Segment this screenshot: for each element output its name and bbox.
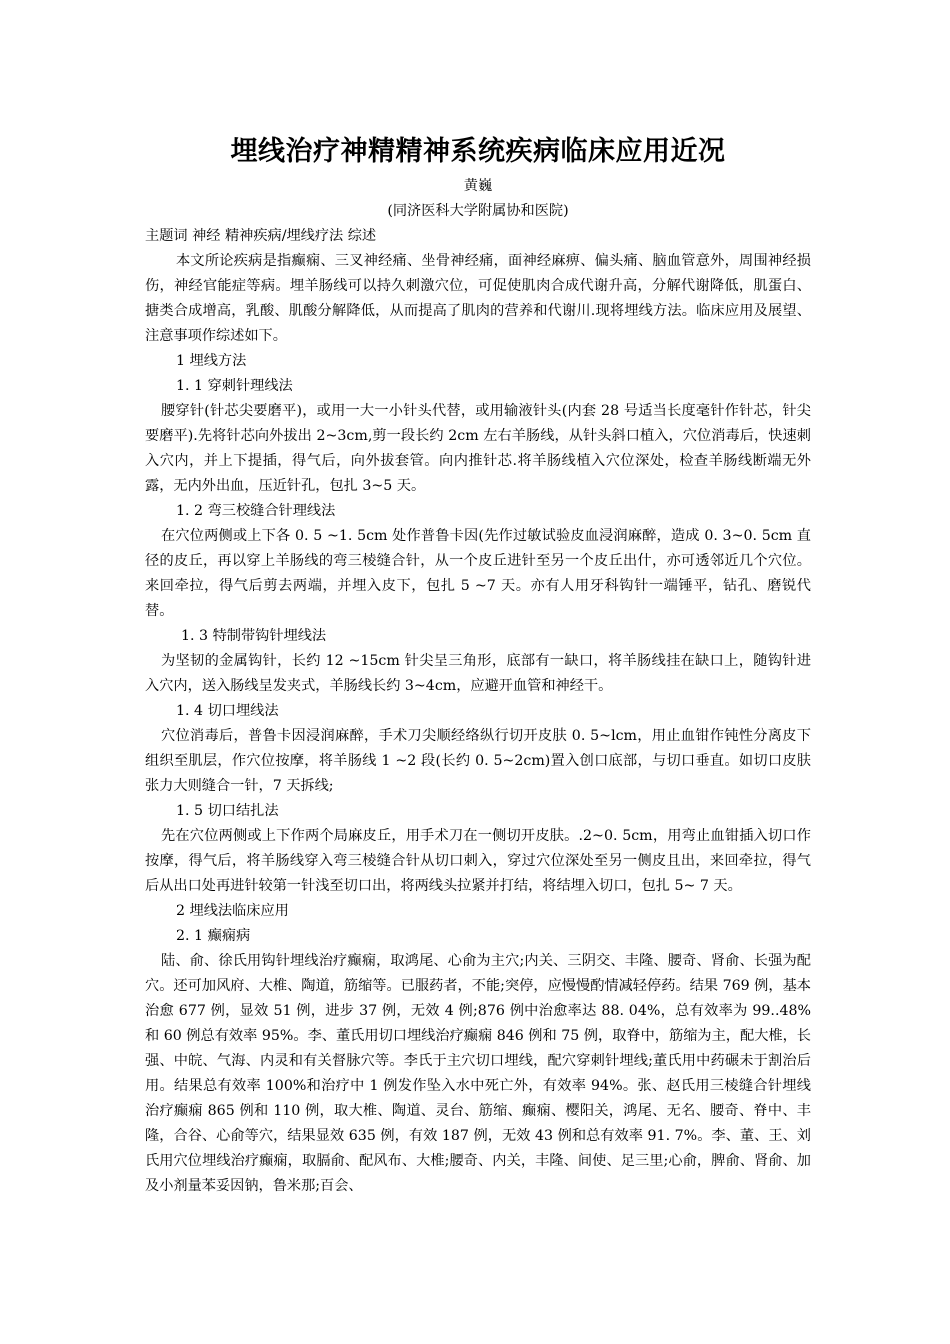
subsection-heading: 1. 1 穿刺针理线法 bbox=[176, 378, 293, 394]
keywords-line: 主题词 神经 精神疾病/埋线疗法 综述 bbox=[145, 228, 377, 244]
subsection-paragraph: 陆、俞、徐氏用钩针埋线治疗癫痫，取鸿尾、心俞为主穴;内关、三阴交、丰隆、腰奇、肾俞、长强为配穴。还可加风府、大椎、陶道，筋缩等。已服药者，不能;突停，应慢慢酌情减轻停药。结果 769 例，基本治愈 677 例，显效 51 例，进步 37 例，无效 4 例;876 例中治愈率达 88. 04%，总有效率为 99..48%和 60 例总有效率 95%。李、董氏用切口埋线治疗癫痫 846 例和 75 例，取脊中，筋缩为主，配大椎，长强、中皖、气海、内灵和有关督脉穴等。李氏于主穴切口埋线，配穴穿刺针埋线;董氏用中药碾未于割治后用。结果总有效率 100%和治疗中 1 例发作坠入水中死亡外，有效率 94%。张、赵氏用三棱缝合针埋线治疗癫痫 865 例和 110 例，取大椎、陶道、灵台、筋缩、癫痫、樱阳关，鸿尾、无名、腰奇、脊中、丰隆，合谷、心俞等穴，结果显效 635 例，有效 187 例，无效 43 例和总有效率 91. 7%。李、董、王、刘氏用穴位埋线治疗癫痫，取膈俞、配风布、大椎;腰奇、内关，丰隆、间使、足三里;心俞，脾俞、肾俞、加及小剂量苯妥因钠，鲁米那;百会、 bbox=[145, 953, 811, 1194]
subsection-paragraph: 先在穴位两侧或上下作两个局麻皮丘，用手术刀在一侧切开皮肤。.2~0. 5cm，用弯止血钳插入切口作按摩，得气后，将羊肠线穿入弯三棱缝合针从切口刺入，穿过穴位深处至另一侧皮且出，来回牵拉，得气后从出口处再进针较第一针浅至切口出，将两线头拉紧并打结，将结埋入切口，包扎 5~ 7 天。 bbox=[145, 828, 811, 894]
subsection-paragraph: 穴位消毒后，普鲁卡因浸润麻醉，手术刀尖顺经络纵行切开皮肤 0. 5~lcm，用止血钳作钝性分离皮下组织至肌层，作穴位按摩，将羊肠线 1 ~2 段(长约 0. 5~2cm)置入创口底部，与切口垂直。如切口皮肤张力大则缝合一针，7 天拆线; bbox=[145, 728, 811, 794]
author-affiliation: (同济医科大学附属协和医院) bbox=[387, 203, 569, 219]
subsection-heading: 1. 2 弯三校缝合针理线法 bbox=[176, 503, 336, 519]
article-body bbox=[145, 224, 811, 1199]
subsection-heading: 2. 1 癫痫病 bbox=[176, 928, 251, 944]
author-name: 黄巍 bbox=[463, 178, 493, 194]
document-page bbox=[145, 130, 811, 1199]
subsection-heading: 1. 5 切口结扎法 bbox=[176, 803, 279, 819]
subsection-heading: 1. 3 特制带钩针埋线法 bbox=[181, 628, 327, 644]
intro-paragraph: 本文所论疾病是指癫痫、三叉神经痛、坐骨神经痛，面神经麻痹、偏头痛、脑血管意外，周围神经损伤，神经官能症等病。埋羊肠线可以持久刺激穴位，可促使肌肉合成代谢升高，分解代谢降低，肌蛋白、搪类合成增高，乳酸、肌酸分解降低，从而提高了肌肉的营养和代谢川.现将埋线方法。临床应用及展望、注意事项作综述如下。 bbox=[145, 253, 811, 344]
subsection-paragraph: 腰穿针(针芯尖要磨平)，或用一大一小针头代替，或用输液针头(内套 28 号适当长度毫针作针芯，针尖要磨平).先将针芯向外拔出 2~3cm,剪一段长约 2cm 左右羊肠线，从针头斜口植入，穴位消毒后，快速刺入穴内，并上下提插，得气后，向外拔套管。向内推针芯.将羊肠线植入穴位深处，检查羊肠线断端无外露，无内外出血，压近针孔，包扎 3~5 天。 bbox=[145, 403, 811, 494]
subsection-paragraph: 为坚韧的金属钩针，长约 12 ~15cm 针尖呈三角形，底部有一缺口，将羊肠线挂在缺口上，随钩针进入穴内，送入肠线呈发夹式，羊肠线长约 3~4cm，应避开血管和神经干。 bbox=[145, 653, 811, 694]
section-heading: 1 埋线方法 bbox=[176, 353, 247, 369]
subsection-heading: 1. 4 切口埋线法 bbox=[176, 703, 279, 719]
subsection-paragraph: 在穴位两侧或上下各 0. 5 ~1. 5cm 处作普鲁卡因(先作过敏试验皮血浸润麻醉，造成 0. 3~0. 5cm 直径的皮丘，再以穿上羊肠线的弯三棱缝合针，从一个皮丘进针至另一个皮丘出什，亦可透邻近几个穴位。来回牵拉，得气后剪去两端，并埋入皮下，包扎 5 ~7 天。亦有人用牙科钩针一端锤平，钻孔、磨锐代替。 bbox=[145, 528, 811, 619]
section-heading: 2 埋线法临床应用 bbox=[176, 903, 289, 919]
document-title: 埋线治疗神精精神系统疾病临床应用近况 bbox=[230, 136, 726, 167]
